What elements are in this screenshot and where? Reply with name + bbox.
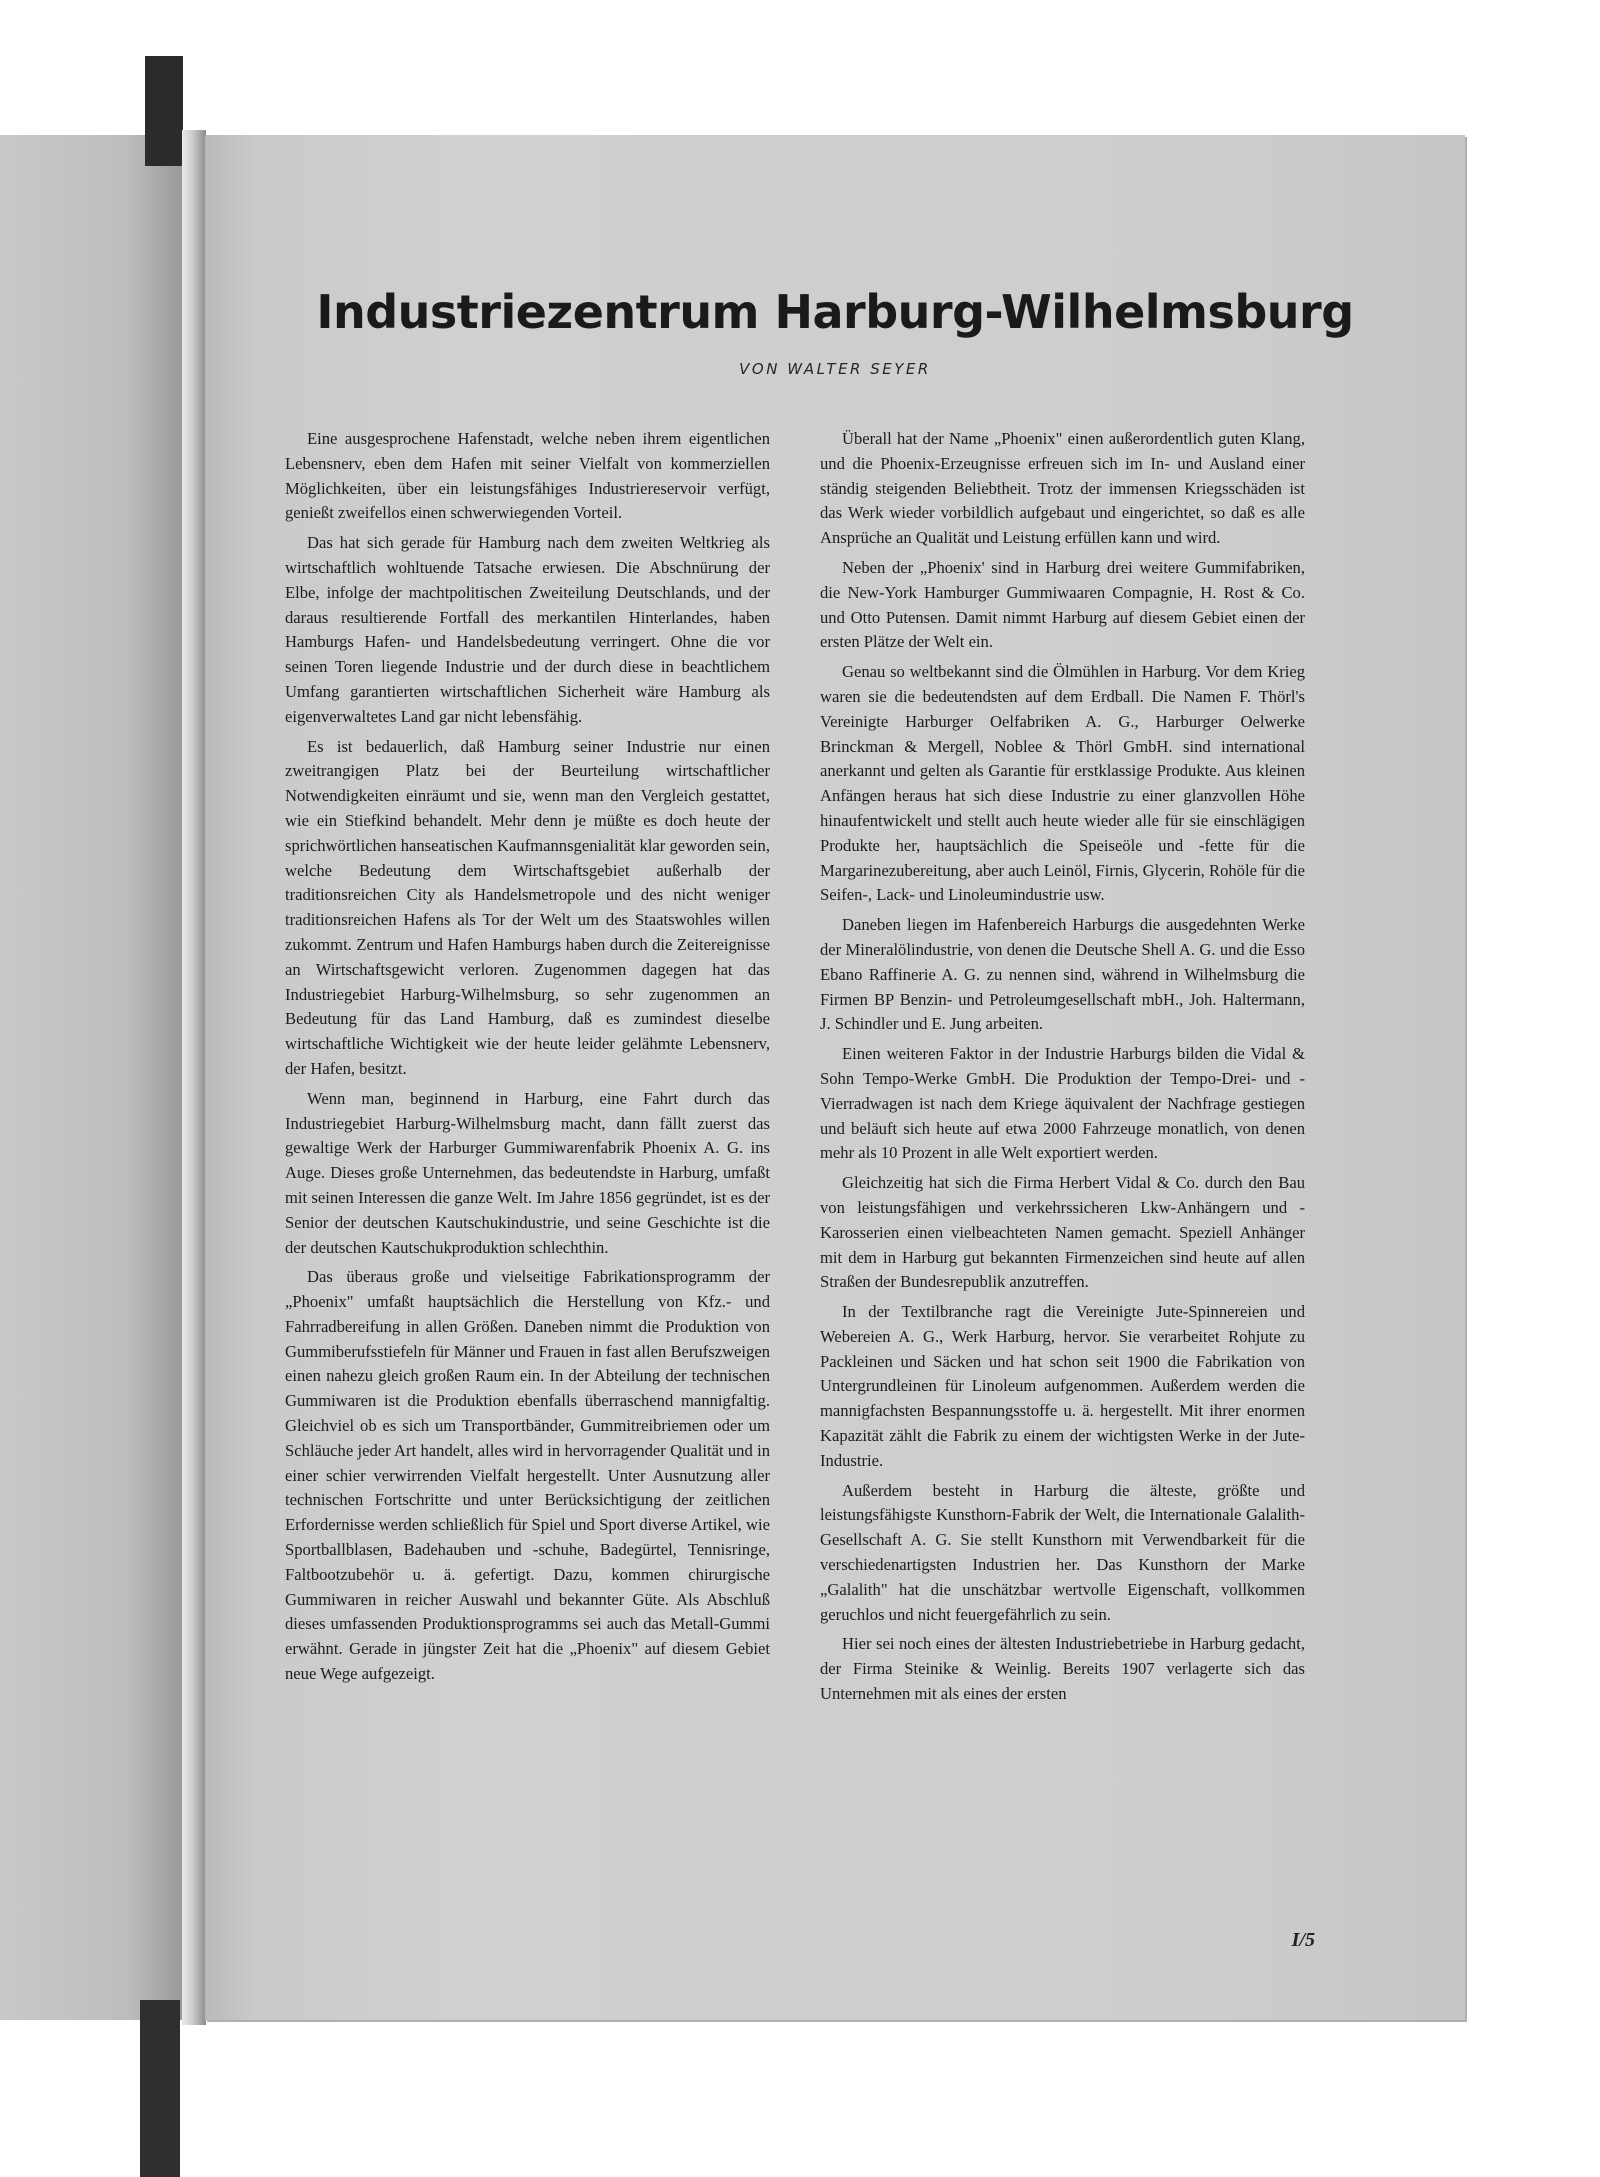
article-author: VON WALTER SEYER: [739, 360, 931, 378]
paragraph: Außerdem besteht in Harburg die älteste, größte und leistungsfähigste Kunsthorn-Fabrik der Welt, die Internationale Galalith-Gesellschaft A. G. Sie stellt Kunsthorn mit Verwendbarkeit für die verschiedenartigsten Industrien her. Das Kunsthorn der Marke „Galalith" hat die unschätzbar wertvolle Eigenschaft, vollkommen geruchlos und nicht feuergefährlich zu sein.: [820, 1480, 1305, 1624]
paragraph: Hier sei noch eines der ältesten Industriebetriebe in Harburg gedacht, der Firma Steinike & Weinlig. Bereits 1907 verlagerte sich das Unternehmen mit als eines der ersten: [820, 1634, 1305, 1704]
paragraph: Daneben liegen im Hafenbereich Harburgs die ausgedehnten Werke der Mineralölindustrie, von denen die Deutsche Shell A. G. und die Esso Ebano Raffinerie A. G. zu nennen sind, während in Wilhelmsburg die Firmen BP Benzin- und Petroleumgesellschaft mbH., Joh. Haltermann, J. Schindler und E. Jung arbeiten.: [820, 915, 1305, 1034]
adjacent-left-page: [0, 135, 182, 2020]
paragraph: Überall hat der Name „Phoenix" einen außerordentlich guten Klang, und die Phoenix-Erzeugnisse erfreuen sich im In- und Ausland einer ständig steigenden Beliebtheit. Trotz der immensen Kriegsschäden ist das Werk wieder vorbildlich aufgebaut und eingerichtet, so daß es alle Ansprüche an Qualität und Leistung erfüllen kann und wird.: [820, 429, 1305, 548]
page-gutter: [182, 130, 206, 2025]
binding-strip-bottom: [140, 2000, 180, 2177]
text-column-left: [285, 427, 770, 1692]
paragraph: Einen weiteren Faktor in der Industrie Harburgs bilden die Vidal & Sohn Tempo-Werke GmbH. Die Produktion der Tempo-Drei- und -Vierradwagen ist nach dem Kriege äquivalent der Nachfrage gestiegen und beläuft sich heute auf etwa 2000 Fahrzeuge monatlich, von denen mehr als 10 Prozent in alle Welt exportiert werden.: [820, 1044, 1305, 1163]
article-title: Industriezentrum Harburg-Wilhelmsburg: [316, 285, 1354, 339]
paragraph: Gleichzeitig hat sich die Firma Herbert Vidal & Co. durch den Bau von leistungsfähigen und verkehrssicheren Lkw-Anhängern und -Karosserien einen vielbeachteten Namen gemacht. Speziell Anhänger mit dem in Harburg gut bekannten Firmenzeichen sind heute auf allen Straßen der Bundesrepublik anzutreffen.: [820, 1173, 1305, 1292]
paragraph: Genau so weltbekannt sind die Ölmühlen in Harburg. Vor dem Krieg waren sie die bedeutendsten auf dem Erdball. Die Namen F. Thörl's Vereinigte Harburger Oelfabriken A. G., Harburger Oelwerke Brinckman & Mergell, Noblee & Thörl GmbH. sind international anerkannt und gelten als Garantie für erstklassige Produkte. Aus kleinen Anfängen heraus hat sich diese Industrie zu einer glanzvollen Höhe hinaufentwickelt und stellt auch heute wieder alle für sie einschlägigen Produkte her, hauptsächlich die Speiseöle und -fette für die Margarinezubereitung, aber auch Leinöl, Firnis, Glycerin, Rohöle für die Seifen-, Lack- und Linoleumindustrie usw.: [820, 662, 1305, 905]
paragraph: Das überaus große und vielseitige Fabrikationsprogramm der „Phoenix" umfaßt hauptsächlich die Herstellung von Kfz.- und Fahrradbereifung in allen Größen. Daneben nimmt die Produktion von Gummiberufsstiefeln für Männer und Frauen in fast allen Berufszweigen einen nahezu gleich großen Raum ein. In der Abteilung der technischen Gummiwaren ist die Produktion ebenfalls überraschend mannigfaltig. Gleichviel ob es sich um Transportbänder, Gummitreibriemen oder um Schläuche jeder Art handelt, alles wird in hervorragender Qualität und in einer schier verwirrenden Vielfalt hergestellt. Unter Ausnutzung aller technischen Fortschritte und unter Berücksichtigung der zeitlichen Erfordernisse werden schließlich für Spiel und Sport diverse Artikel, wie Sportballblasen, Badehauben und -schuhe, Badegürtel, Tennisringe, Faltbootzubehör u. ä. gefertigt. Dazu, kommen chirurgische Gummiwaren in reicher Auswahl und bekannter Güte. Als Abschluß dieses umfassenden Produktionsprogramms sei auch das Metall-Gummi erwähnt. Gerade in jüngster Zeit hat die „Phoenix" auf diesem Gebiet neue Wege aufgezeigt.: [285, 1267, 770, 1684]
paragraph: Das hat sich gerade für Hamburg nach dem zweiten Weltkrieg als wirtschaftlich wohltuende Tatsache erwiesen. Die Abschnürung der Elbe, infolge der machtpolitischen Zweiteilung Deutschlands, und der daraus resultierende Fortfall des merkantilen Hinterlandes, haben Hamburgs Hafen- und Handelsbedeutung verringert. Ohne die vor seinen Toren liegende Industrie und der durch diese in beachtlichem Umfang garantierten wirtschaftlichen Sicherheit wäre Hamburg als eigenverwaltetes Land gar nicht lebensfähig.: [285, 533, 770, 726]
paragraph: In der Textilbranche ragt die Vereinigte Jute-Spinnereien und Webereien A. G., Werk Harburg, hervor. Sie verarbeitet Rohjute zu Packleinen und Säcken und hat schon seit 1900 die Fabrikation von Untergrundleinen für Linoleum aufgenommen. Außerdem werden die mannigfachsten Bespannungsstoffe u. ä. hergestellt. Mit ihrer enormen Kapazität zählt die Fabrik zu einem der wichtigsten Werke in der Jute-Industrie.: [820, 1302, 1305, 1470]
text-column-right: [820, 427, 1305, 1712]
paragraph: Eine ausgesprochene Hafenstadt, welche neben ihrem eigentlichen Lebensnerv, eben dem Hafen mit seiner Vielfalt von kommerziellen Möglichkeiten, über ein leistungsfähiges Industriereservoir verfügt, genießt zweifellos einen schwerwiegenden Vorteil.: [285, 429, 770, 523]
page-number: I/5: [1291, 1929, 1315, 1951]
paragraph: Wenn man, beginnend in Harburg, eine Fahrt durch das Industriegebiet Harburg-Wilhelmsburg macht, dann fällt zuerst das gewaltige Werk der Harburger Gummiwarenfabrik Phoenix A. G. ins Auge. Dieses große Unternehmen, das bedeutendste in Harburg, umfaßt mit seinen Interessen die ganze Welt. Im Jahre 1856 gegründet, ist es der Senior der deutschen Kautschukindustrie, und seine Geschichte ist die der deutschen Kautschukproduktion schlechthin.: [285, 1088, 770, 1257]
paragraph: Neben der „Phoenix' sind in Harburg drei weitere Gummifabriken, die New-York Hamburger Gummiwaaren Compagnie, H. Rost & Co. und Otto Putensen. Damit nimmt Harburg auf diesem Gebiet einen der ersten Plätze der Welt ein.: [820, 557, 1305, 652]
document-page: [205, 135, 1465, 2020]
binding-strip-top: [145, 56, 183, 166]
paragraph: Es ist bedauerlich, daß Hamburg seiner Industrie nur einen zweitrangigen Platz bei der Beurteilung wirtschaftlicher Notwendigkeiten einräumt und sie, wenn man den Vergleich gestattet, wie ein Stiefkind behandelt. Mehr denn je müßte es doch heute der sprichwörtlichen hanseatischen Kaufmannsgenialität klar geworden sein, welche Bedeutung dem Wirtschaftsgebiet außerhalb der traditionsreichen City als Handelsmetropole und des nicht weniger traditionsreichen Hafens als Tor der Welt um des Staatswohles willen zukommt. Zentrum und Hafen Hamburgs haben durch die Zeitereignisse an Wirtschaftsgewicht verloren. Zugenommen dagegen hat das Industriegebiet Harburg-Wilhelmsburg, so sehr zugenommen an Bedeutung für das Land Hamburg, daß es zumindest dieselbe wirtschaftliche Wichtigkeit wie der heute leider gelähmte Lebensnerv, der Hafen, besitzt.: [285, 736, 770, 1078]
